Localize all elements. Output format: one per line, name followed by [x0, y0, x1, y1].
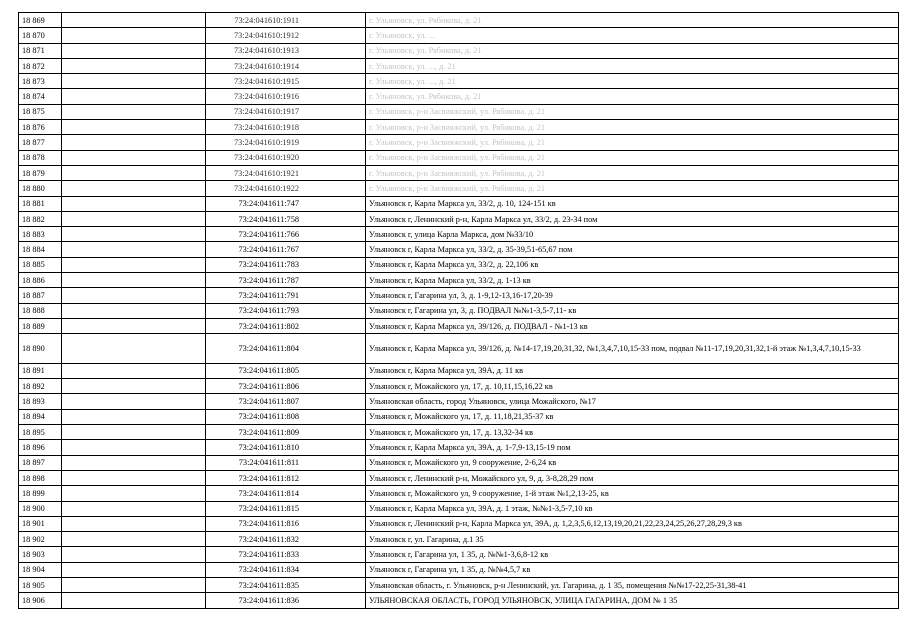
address-cell: Ульяновск г, Можайского ул, 17, д. 11,18,21,35-37 кв: [366, 409, 899, 424]
table-row: [19, 486, 899, 501]
cadastral-number-cell: 73:24:041610:1918: [206, 120, 366, 135]
address-cell: Ульяновск г, Карла Маркса ул, 33/2, д. 35-39,51-65,67 пом: [366, 242, 899, 257]
address-cell: Ульяновск г, Гагарина ул, 1 35, д. №№4,5,7 кв: [366, 562, 899, 577]
table-row: [19, 532, 899, 547]
blank-cell: [62, 196, 206, 211]
table-row: [19, 516, 899, 531]
address-cell: Ульяновск г, Ленинский р-н, Карла Маркса ул, 33/2, д. 23-34 пом: [366, 211, 899, 226]
row-number-cell: 18 895: [19, 425, 62, 440]
table-row: [19, 196, 899, 211]
row-number-cell: 18 876: [19, 120, 62, 135]
address-cell: Ульяновск г, Можайского ул, 9 сооружение, 2-6,24 кв: [366, 455, 899, 470]
cadastral-number-cell: 73:24:041610:1916: [206, 89, 366, 104]
row-number-cell: 18 893: [19, 394, 62, 409]
cadastral-number-cell: 73:24:041611:810: [206, 440, 366, 455]
cadastral-number-cell: 73:24:041610:1912: [206, 28, 366, 43]
row-number-cell: 18 886: [19, 273, 62, 288]
table-row: [19, 227, 899, 242]
address-cell: Ульяновск г, Карла Маркса ул, 39А, д. 11 кв: [366, 363, 899, 378]
row-number-cell: 18 894: [19, 409, 62, 424]
table-row: [19, 74, 899, 89]
row-number-cell: 18 887: [19, 288, 62, 303]
row-number-cell: 18 884: [19, 242, 62, 257]
table-row: [19, 104, 899, 119]
blank-cell: [62, 486, 206, 501]
address-cell: г. Ульяновск, ул. Рябикова, д. 21: [366, 89, 899, 104]
blank-cell: [62, 577, 206, 592]
blank-cell: [62, 89, 206, 104]
blank-cell: [62, 470, 206, 485]
address-cell: г. Ульяновск, ул. Рябикова, д. 21: [366, 13, 899, 28]
cadastral-number-cell: 73:24:041610:1921: [206, 165, 366, 180]
blank-cell: [62, 43, 206, 58]
address-cell: Ульяновск г, Гагарина ул, 1 35, д. №№1-3,6,8-12 кв: [366, 547, 899, 562]
row-number-cell: 18 872: [19, 58, 62, 73]
row-number-cell: 18 889: [19, 318, 62, 333]
address-cell: Ульяновск г, Карла Маркса ул, 39А, д. 1 этаж, №№1-3,5-7,10 кв: [366, 501, 899, 516]
blank-cell: [62, 227, 206, 242]
row-number-cell: 18 882: [19, 211, 62, 226]
address-cell: Ульяновская область, г. Ульяновск, р-н Ленинский, ул. Гагарина, д. 1 35, помещения №№17-22,25-31,38-41: [366, 577, 899, 592]
row-number-cell: 18 901: [19, 516, 62, 531]
blank-cell: [62, 28, 206, 43]
address-cell: Ульяновск г, ул. Гагарина, д.1 35: [366, 532, 899, 547]
blank-cell: [62, 13, 206, 28]
cadastral-number-cell: 73:24:041611:802: [206, 318, 366, 333]
table-row: [19, 165, 899, 180]
row-number-cell: 18 906: [19, 593, 62, 608]
cadastral-number-cell: 73:24:041611:836: [206, 593, 366, 608]
address-cell: УЛЬЯНОВСКАЯ ОБЛАСТЬ, ГОРОД УЛЬЯНОВСК, УЛИЦА ГАГАРИНА, ДОМ № 1 35: [366, 593, 899, 608]
cadastral-number-cell: 73:24:041611:814: [206, 486, 366, 501]
row-number-cell: 18 888: [19, 303, 62, 318]
blank-cell: [62, 181, 206, 196]
cadastral-number-cell: 73:24:041610:1913: [206, 43, 366, 58]
blank-cell: [62, 440, 206, 455]
row-number-cell: 18 898: [19, 470, 62, 485]
address-cell: Ульяновская область, город Ульяновск, улица Можайского, №17: [366, 394, 899, 409]
address-cell: г. Ульяновск, ул. Рябикова, д. 21: [366, 43, 899, 58]
row-number-cell: 18 871: [19, 43, 62, 58]
row-number-cell: 18 875: [19, 104, 62, 119]
address-cell: Ульяновск г, Можайского ул, 17, д. 13,32-34 кв: [366, 425, 899, 440]
table-row: [19, 363, 899, 378]
row-number-cell: 18 870: [19, 28, 62, 43]
cadastral-number-cell: 73:24:041611:833: [206, 547, 366, 562]
table-row: [19, 470, 899, 485]
blank-cell: [62, 334, 206, 364]
cadastral-number-cell: 73:24:041610:1920: [206, 150, 366, 165]
address-cell: г. Ульяновск, р-н Засвияжский, ул. Рябикова, д. 21: [366, 120, 899, 135]
row-number-cell: 18 881: [19, 196, 62, 211]
blank-cell: [62, 74, 206, 89]
row-number-cell: 18 869: [19, 13, 62, 28]
cadastral-number-cell: 73:24:041611:787: [206, 273, 366, 288]
blank-cell: [62, 318, 206, 333]
address-cell: г. Ульяновск, ул. ..., д. 21: [366, 58, 899, 73]
table-row: [19, 379, 899, 394]
cadastral-number-cell: 73:24:041611:804: [206, 334, 366, 364]
address-cell: Ульяновск г, Карла Маркса ул, 39/126, д. №14-17,19,20,31,32, №1,3,4,7,10,15-33 пом, подвал №11-17,19,20,31,32,1-й этаж №1,3,4,7,10,15-33: [366, 334, 899, 364]
blank-cell: [62, 303, 206, 318]
table-row: [19, 273, 899, 288]
table-row: [19, 135, 899, 150]
address-cell: г. Ульяновск, ул. ...: [366, 28, 899, 43]
blank-cell: [62, 165, 206, 180]
row-number-cell: 18 874: [19, 89, 62, 104]
address-cell: Ульяновск г, Карла Маркса ул, 33/2, д. 1-13 кв: [366, 273, 899, 288]
table-row: [19, 440, 899, 455]
address-cell: Ульяновск г, Карла Маркса ул, 33/2, д. 22,106 кв: [366, 257, 899, 272]
blank-cell: [62, 394, 206, 409]
address-cell: Ульяновск г, Гагарина ул, 3, д. ПОДВАЛ №№1-3,5-7,11- кв: [366, 303, 899, 318]
blank-cell: [62, 150, 206, 165]
row-number-cell: 18 877: [19, 135, 62, 150]
table-row: [19, 13, 899, 28]
cadastral-table: [18, 12, 899, 609]
row-number-cell: 18 879: [19, 165, 62, 180]
row-number-cell: 18 904: [19, 562, 62, 577]
blank-cell: [62, 273, 206, 288]
table-row: [19, 577, 899, 592]
table-row: [19, 58, 899, 73]
blank-cell: [62, 363, 206, 378]
blank-cell: [62, 409, 206, 424]
blank-cell: [62, 104, 206, 119]
cadastral-number-cell: 73:24:041610:1914: [206, 58, 366, 73]
address-cell: Ульяновск г, Можайского ул, 17, д. 10,11,15,16,22 кв: [366, 379, 899, 394]
blank-cell: [62, 593, 206, 608]
row-number-cell: 18 896: [19, 440, 62, 455]
address-cell: г. Ульяновск, р-н Засвияжский, ул. Рябикова, д. 21: [366, 165, 899, 180]
table-row: [19, 547, 899, 562]
cadastral-number-cell: 73:24:041611:758: [206, 211, 366, 226]
table-row: [19, 120, 899, 135]
row-number-cell: 18 878: [19, 150, 62, 165]
cadastral-number-cell: 73:24:041611:747: [206, 196, 366, 211]
row-number-cell: 18 885: [19, 257, 62, 272]
table-row: [19, 318, 899, 333]
cadastral-number-cell: 73:24:041610:1919: [206, 135, 366, 150]
row-number-cell: 18 902: [19, 532, 62, 547]
cadastral-number-cell: 73:24:041611:806: [206, 379, 366, 394]
table-row: [19, 303, 899, 318]
cadastral-number-cell: 73:24:041611:815: [206, 501, 366, 516]
blank-cell: [62, 135, 206, 150]
address-cell: Ульяновск г, Ленинский р-н, Карла Маркса ул, 39А, д. 1,2,3,5,6,12,13,19,20,21,22,23,24,25,26,27,28,29,3 кв: [366, 516, 899, 531]
cadastral-number-cell: 73:24:041611:793: [206, 303, 366, 318]
row-number-cell: 18 880: [19, 181, 62, 196]
address-cell: г. Ульяновск, р-н Засвияжский, ул. Рябикова, д. 21: [366, 150, 899, 165]
address-cell: г. Ульяновск, ул. ..., д. 21: [366, 74, 899, 89]
row-number-cell: 18 899: [19, 486, 62, 501]
cadastral-number-cell: 73:24:041611:811: [206, 455, 366, 470]
cadastral-number-cell: 73:24:041611:834: [206, 562, 366, 577]
address-cell: Ульяновск г, Карла Маркса ул, 39А, д. 1-7,9-13,15-19 пом: [366, 440, 899, 455]
address-cell: Ульяновск г, Можайского ул, 9 сооружение, 1-й этаж №1,2,13-25, кв: [366, 486, 899, 501]
address-cell: Ульяновск г, улица Карла Маркса, дом №33/10: [366, 227, 899, 242]
cadastral-number-cell: 73:24:041611:791: [206, 288, 366, 303]
blank-cell: [62, 58, 206, 73]
table-row: [19, 501, 899, 516]
address-cell: г. Ульяновск, р-н Засвияжский, ул. Рябикова, д. 21: [366, 135, 899, 150]
address-cell: Ульяновск г, Карла Маркса ул, 39/126, д. ПОДВАЛ - №1-13 кв: [366, 318, 899, 333]
table-row: [19, 334, 899, 364]
blank-cell: [62, 379, 206, 394]
cadastral-number-cell: 73:24:041610:1922: [206, 181, 366, 196]
cadastral-number-cell: 73:24:041611:835: [206, 577, 366, 592]
blank-cell: [62, 425, 206, 440]
cadastral-number-cell: 73:24:041611:816: [206, 516, 366, 531]
address-cell: г. Ульяновск, р-н Засвияжский, ул. Рябикова, д. 21: [366, 104, 899, 119]
blank-cell: [62, 120, 206, 135]
cadastral-number-cell: 73:24:041610:1911: [206, 13, 366, 28]
cadastral-number-cell: 73:24:041611:783: [206, 257, 366, 272]
address-cell: Ульяновск г, Ленинский р-н, Можайского ул, 9, д. 3-8,28,29 пом: [366, 470, 899, 485]
table-row: [19, 181, 899, 196]
table-row: [19, 562, 899, 577]
cadastral-number-cell: 73:24:041611:766: [206, 227, 366, 242]
table-row: [19, 425, 899, 440]
cadastral-number-cell: 73:24:041611:807: [206, 394, 366, 409]
table-row: [19, 28, 899, 43]
cadastral-number-cell: 73:24:041610:1915: [206, 74, 366, 89]
row-number-cell: 18 903: [19, 547, 62, 562]
row-number-cell: 18 873: [19, 74, 62, 89]
blank-cell: [62, 547, 206, 562]
row-number-cell: 18 890: [19, 334, 62, 364]
table-row: [19, 257, 899, 272]
blank-cell: [62, 532, 206, 547]
address-cell: Ульяновск г, Карла Маркса ул, 33/2, д. 10, 124-151 кв: [366, 196, 899, 211]
blank-cell: [62, 242, 206, 257]
table-row: [19, 242, 899, 257]
row-number-cell: 18 892: [19, 379, 62, 394]
cadastral-number-cell: 73:24:041611:832: [206, 532, 366, 547]
table-row: [19, 211, 899, 226]
blank-cell: [62, 562, 206, 577]
table-row: [19, 593, 899, 608]
cadastral-number-cell: 73:24:041611:808: [206, 409, 366, 424]
table-row: [19, 150, 899, 165]
table-row: [19, 89, 899, 104]
row-number-cell: 18 900: [19, 501, 62, 516]
blank-cell: [62, 501, 206, 516]
cadastral-number-cell: 73:24:041610:1917: [206, 104, 366, 119]
table-body: [19, 13, 899, 609]
table-row: [19, 43, 899, 58]
cadastral-number-cell: 73:24:041611:809: [206, 425, 366, 440]
blank-cell: [62, 211, 206, 226]
table-row: [19, 455, 899, 470]
blank-cell: [62, 288, 206, 303]
address-cell: Ульяновск г, Гагарина ул, 3, д. 1-9,12-13,16-17,20-39: [366, 288, 899, 303]
address-cell: г. Ульяновск, р-н Засвияжский, ул. Рябикова, д. 21: [366, 181, 899, 196]
blank-cell: [62, 516, 206, 531]
cadastral-number-cell: 73:24:041611:812: [206, 470, 366, 485]
row-number-cell: 18 905: [19, 577, 62, 592]
cadastral-number-cell: 73:24:041611:767: [206, 242, 366, 257]
row-number-cell: 18 897: [19, 455, 62, 470]
table-row: [19, 394, 899, 409]
table-row: [19, 288, 899, 303]
table-row: [19, 409, 899, 424]
blank-cell: [62, 455, 206, 470]
blank-cell: [62, 257, 206, 272]
row-number-cell: 18 891: [19, 363, 62, 378]
cadastral-number-cell: 73:24:041611:805: [206, 363, 366, 378]
row-number-cell: 18 883: [19, 227, 62, 242]
